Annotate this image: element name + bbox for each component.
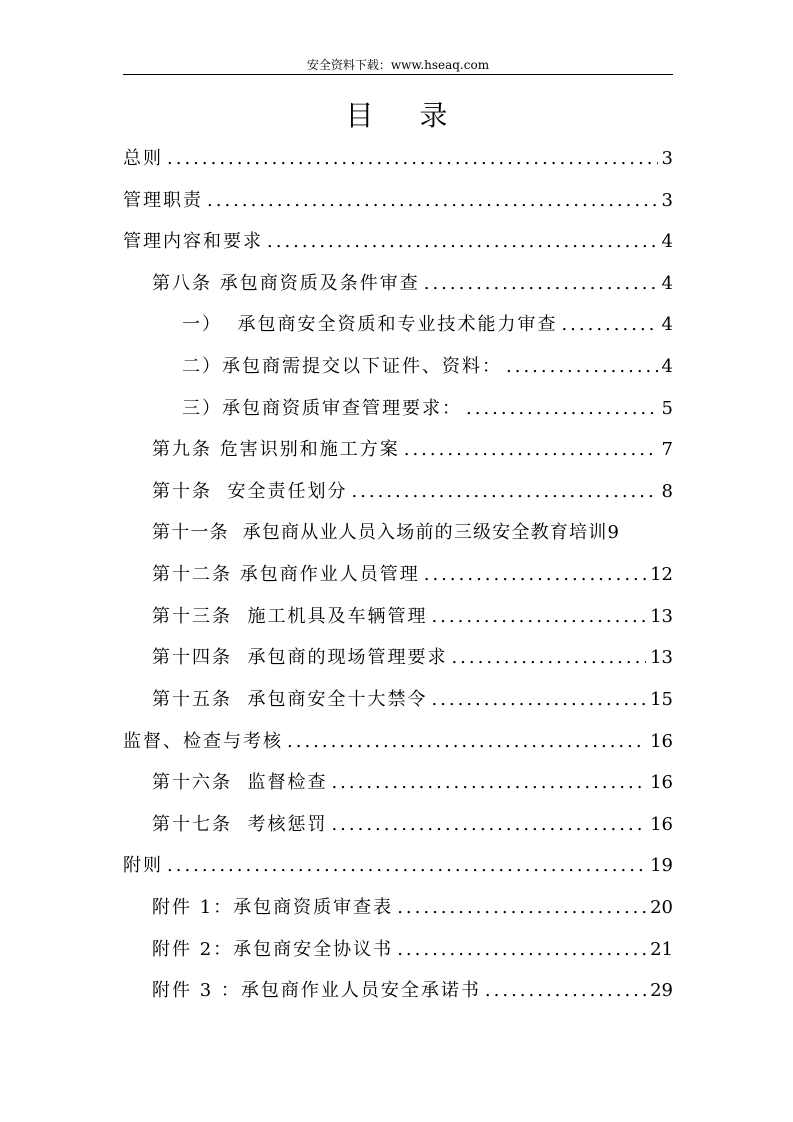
toc-entry-label: 一） 承包商安全资质和专业技术能力审查 xyxy=(182,314,558,335)
toc-entry-label: 附件 3 ：承包商作业人员安全承诺书 xyxy=(152,980,481,1001)
toc-entry[interactable] xyxy=(182,354,673,380)
toc-entry[interactable] xyxy=(123,188,673,214)
toc-entry[interactable] xyxy=(152,562,673,588)
toc-leader-dots xyxy=(267,229,658,255)
toc-entry-page: 16 xyxy=(650,814,673,835)
toc-entry[interactable] xyxy=(123,229,673,255)
toc-leader-dots xyxy=(506,354,658,380)
toc-entry-label: 监督、检查与考核 xyxy=(123,731,283,752)
toc-entry-label: 附件 1：承包商资质审查表 xyxy=(152,897,394,918)
toc-entry-label: 第九条 危害识别和施工方案 xyxy=(152,439,400,460)
toc-entry-page: 8 xyxy=(661,481,673,502)
toc-entry[interactable] xyxy=(152,687,673,713)
toc-entry-page: 4 xyxy=(661,356,673,377)
toc-entry-label: 第十四条 承包商的现场管理要求 xyxy=(152,647,448,668)
toc-leader-dots xyxy=(397,937,646,963)
toc-entry-page: 3 xyxy=(661,148,673,169)
toc-entry-page: 3 xyxy=(661,190,673,211)
page-title xyxy=(0,96,793,136)
toc-entry-page: 4 xyxy=(661,231,673,252)
toc-entry-label: 第八条 承包商资质及条件审查 xyxy=(152,273,420,294)
toc-entry-label: 第十三条 施工机具及车辆管理 xyxy=(152,606,428,627)
toc-entry[interactable] xyxy=(152,604,673,630)
toc-leader-dots xyxy=(351,479,657,505)
toc-entry-page: 4 xyxy=(661,314,673,335)
toc-leader-dots xyxy=(331,770,646,796)
toc-entry-label: 总则 xyxy=(123,148,163,169)
toc-leader-dots xyxy=(331,812,646,838)
toc-leader-dots xyxy=(287,729,646,755)
title-char-1: 目 xyxy=(345,99,374,132)
toc-entry[interactable] xyxy=(152,437,673,463)
toc-entry[interactable] xyxy=(182,396,673,422)
toc-entry[interactable] xyxy=(123,853,673,879)
toc-entry[interactable] xyxy=(152,978,673,1004)
toc-entry-page: 12 xyxy=(650,564,673,585)
toc-entry[interactable] xyxy=(152,520,673,546)
toc-leader-dots xyxy=(451,645,646,671)
toc-entry-page: 9 xyxy=(607,522,619,543)
toc-entry[interactable] xyxy=(152,895,673,921)
toc-entry[interactable] xyxy=(152,479,673,505)
toc-entry-page: 16 xyxy=(650,772,673,793)
toc-leader-dots xyxy=(561,312,657,338)
toc-leader-dots xyxy=(397,895,646,921)
toc-entry-page: 20 xyxy=(650,897,673,918)
toc-entry-page: 29 xyxy=(650,980,673,1001)
toc-entry[interactable] xyxy=(152,937,673,963)
toc-entry-page: 13 xyxy=(650,606,673,627)
toc-entry-page: 4 xyxy=(661,273,673,294)
toc-entry[interactable] xyxy=(182,312,673,338)
title-char-2: 录 xyxy=(419,99,448,132)
toc-leader-dots xyxy=(466,396,658,422)
toc-leader-dots xyxy=(431,604,646,630)
toc-entry-page: 5 xyxy=(661,398,673,419)
toc-leader-dots xyxy=(485,978,646,1004)
toc-entry[interactable] xyxy=(123,146,673,172)
toc-leader-dots xyxy=(424,562,646,588)
toc-entry-label: 第十一条 承包商从业人员入场前的三级安全教育培训 xyxy=(152,522,608,543)
toc-leader-dots xyxy=(404,437,658,463)
toc-entry-page: 21 xyxy=(650,939,673,960)
toc-entry-label: 第十七条 考核惩罚 xyxy=(152,814,328,835)
toc-entry-page: 16 xyxy=(650,731,673,752)
toc-leader-dots xyxy=(431,687,646,713)
toc-leader-dots xyxy=(424,271,658,297)
toc-leader-dots xyxy=(207,188,658,214)
toc-entry[interactable] xyxy=(123,729,673,755)
toc-leader-dots xyxy=(167,146,658,172)
toc-entry-page: 19 xyxy=(650,855,673,876)
toc-entry-label: 第十六条 监督检查 xyxy=(152,772,328,793)
toc-entry[interactable] xyxy=(152,770,673,796)
toc-entry-label: 第十五条 承包商安全十大禁令 xyxy=(152,689,428,710)
toc-entry-page: 15 xyxy=(650,689,673,710)
toc-entry[interactable] xyxy=(152,812,673,838)
toc-entry-label: 第十条 安全责任划分 xyxy=(152,481,348,502)
toc-entry-label: 附则 xyxy=(123,855,163,876)
toc-entry-page: 7 xyxy=(661,439,673,460)
toc-entry[interactable] xyxy=(152,271,673,297)
toc-entry-label: 二）承包商需提交以下证件、资料： xyxy=(182,356,502,377)
toc-entry-page: 13 xyxy=(650,647,673,668)
toc-entry[interactable] xyxy=(152,645,673,671)
page-header xyxy=(123,56,673,75)
toc-entry-label: 第十二条 承包商作业人员管理 xyxy=(152,564,420,585)
toc-leader-dots xyxy=(167,853,646,879)
toc-entry-label: 管理内容和要求 xyxy=(123,231,263,252)
header-text: 安全资料下载：www.hseaq.com xyxy=(306,58,490,72)
toc-entry-label: 三）承包商资质审查管理要求： xyxy=(182,398,462,419)
toc-entry-label: 附件 2：承包商安全协议书 xyxy=(152,939,394,960)
toc-entry-label: 管理职责 xyxy=(123,190,203,211)
